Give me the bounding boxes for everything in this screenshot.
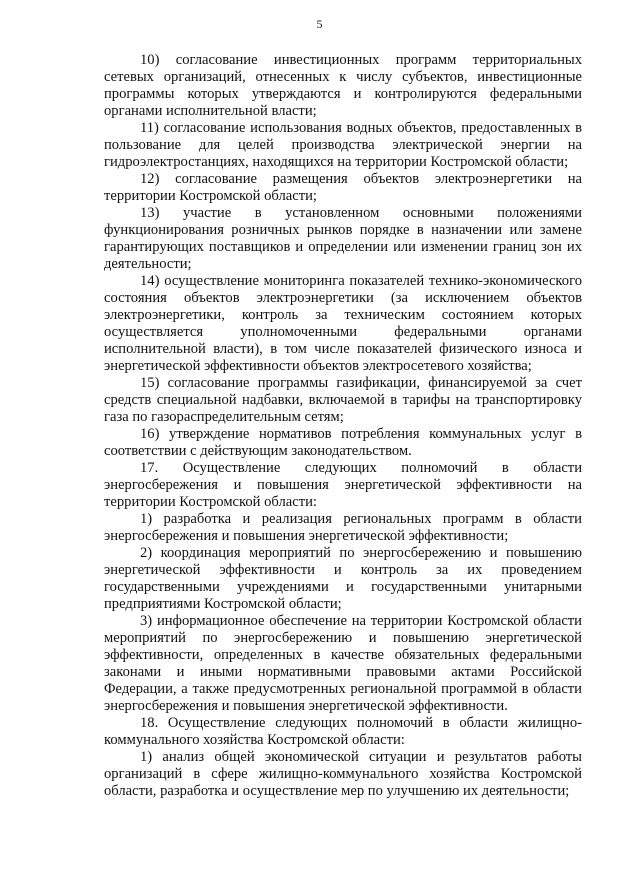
section-18-item-1: 1) анализ общей экономической ситуации и результатов работы организаций в сфере жилищно-коммунального хозяйства Костромской области, разработка и осуществление мер по улучшению их деятельности;: [104, 749, 582, 799]
paragraph-item-13: 13) участие в установленном основными положениями функционирования розничных рынков порядке в назначении или замене гарантирующих поставщиков и определении или изменении границ зон их деятельности;: [104, 205, 582, 272]
section-18-heading: 18. Осуществление следующих полномочий в области жилищно-коммунального хозяйства Костромской области:: [104, 715, 582, 748]
document-body: [104, 52, 582, 800]
paragraph-item-15: 15) согласование программы газификации, финансируемой за счет средств специальной надбавки, включаемой в тарифы на транспортировку газа по газораспределительным сетям;: [104, 375, 582, 425]
section-17-heading: 17. Осуществление следующих полномочий в области энергосбережения и повышения энергетической эффективности на территории Костромской области:: [104, 460, 582, 510]
paragraph-item-12: 12) согласование размещения объектов электроэнергетики на территории Костромской области;: [104, 171, 582, 204]
section-17-item-2: 2) координация мероприятий по энергосбережению и повышению энергетической эффективности и контроль за их проведением государственными учреждениями и государственными унитарными предприятиями Костромской области;: [104, 545, 582, 612]
section-17-item-1: 1) разработка и реализация региональных программ в области энергосбережения и повышения энергетической эффективности;: [104, 511, 582, 544]
paragraph-item-14: 14) осуществление мониторинга показателей технико-экономического состояния объектов электроэнергетики (за исключением объектов электроэнергетики, контроль за техническим состоянием которых осуществляется уполномоченными федеральными органами исполнительной власти), в том числе показателей физического износа и энергетической эффективности объектов электросетевого хозяйства;: [104, 273, 582, 374]
paragraph-item-10: 10) согласование инвестиционных программ территориальных сетевых организаций, отнесенных к числу субъектов, инвестиционные программы которых утверждаются и контролируются федеральными органами исполнительной власти;: [104, 52, 582, 119]
paragraph-item-16: 16) утверждение нормативов потребления коммунальных услуг в соответствии с действующим законодательством.: [104, 426, 582, 459]
page-number: 5: [316, 17, 323, 31]
section-17-item-3: 3) информационное обеспечение на территории Костромской области мероприятий по энергосбережению и повышению энергетической эффективности, определенных в качестве обязательных федеральными законами и иными нормативными правовыми актами Российской Федерации, а также предусмотренных региональной программой в области энергосбережения и повышения энергетической эффективности.: [104, 613, 582, 714]
paragraph-item-11: 11) согласование использования водных объектов, предоставленных в пользование для целей производства электрической энергии на гидроэлектростанциях, находящихся на территории Костромской области;: [104, 120, 582, 170]
